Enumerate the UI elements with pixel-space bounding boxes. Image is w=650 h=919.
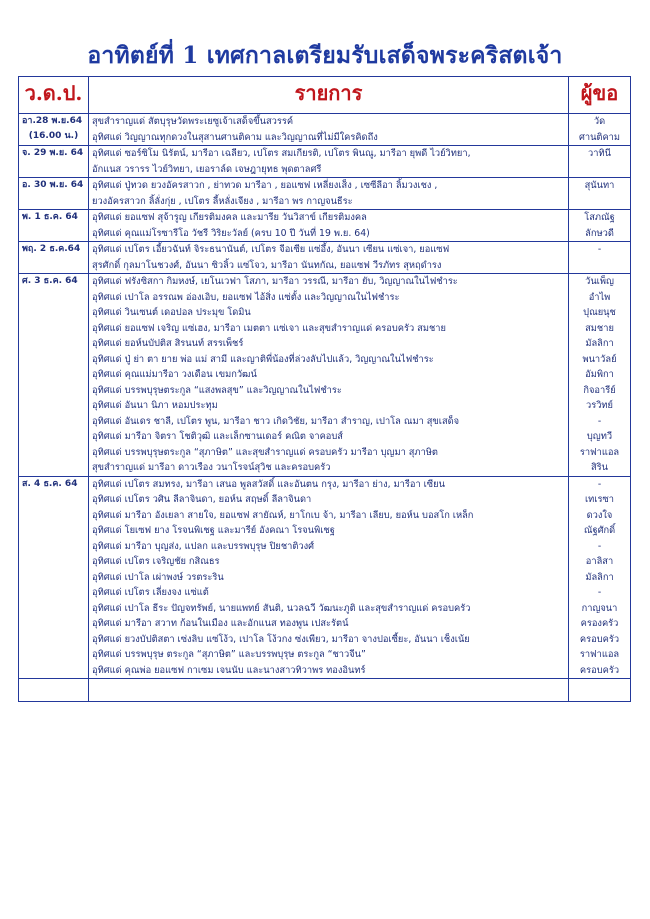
- intention-line: อุทิศแด่ ปู่ ย่า ตา ยาย พ่อ แม่ สามี และญาติพี่น้องที่ล่วงลับไปแล้ว, วิญญาณในไฟชำระ: [92, 353, 434, 365]
- intention-line: สุขสำราญแด่ สัตบุรุษวัดพระเยซูเจ้าเสด็จขึ้นสวรรค์: [92, 116, 294, 127]
- requester-name: ครองครัว: [580, 618, 619, 629]
- intention-line: ยวงอัครสาวก ลิ้ลั่งกุ่ย , เปโตร ลี้หลั่งเจียง , มารีอา พร กาญจนธีระ: [92, 195, 353, 207]
- requester-name: วาทินี: [588, 148, 611, 159]
- date-text: (16.00 น.): [28, 131, 79, 141]
- requester-cell: [569, 476, 631, 679]
- requester-name: อาลิสา: [585, 556, 614, 567]
- empty-row: [19, 679, 631, 702]
- requester-name: สิริน: [590, 462, 609, 473]
- intention-line: อุทิศแด่ ฟรังซิสกา กิมหงษ์, เยโนเวฟา โสภา, มารีอา วรรณี, มารีอา ยับ, วิญญาณในไฟชำระ: [92, 276, 458, 287]
- intention-line: อุทิศแด่ เปาโล ธีระ ปัญจทรัพย์, นายแพทย์ สันติ, นวลฉวี วัฒนะภูติ และสุขสำราญแด่ ครอบครัว: [92, 602, 471, 614]
- date-cell: [19, 476, 89, 679]
- intention-line: สุรศักดิ์ กุลมาโนชวงศ์, อันนา ซิวลิ้ว แซ่โจว, มารีอา นันทกัณ, ยอแซฟ วีรภัทร สุหฤดำรง: [92, 259, 442, 271]
- empty-cell: [19, 679, 89, 702]
- intention-line: อุทิศแด่ โยเซฟ ยาง โรจนพิเชฐ และมารีย์ อังคณา โรจนพิเชฐ: [92, 525, 335, 536]
- intention-line: อุทิศแด่ มารีอา อังเยลา สายใจ, ยอแซฟ สายัณห์, ยาโกเบ จ้า, มารีอา เลียบ, ยอห์น บอสโก เหล็ก: [92, 509, 474, 521]
- requester-name: กาญจนา: [581, 602, 618, 614]
- requester-name: มัลลิกา: [585, 338, 614, 349]
- date-text: ศ. 3 ธ.ค. 64: [22, 276, 78, 286]
- intention-line: อักแนส วรารร ไวย์วิทยา, เยอราล์ด เจษฎายุทธ พุดตาลศรี: [92, 163, 322, 175]
- intention-line: สุขสำราญแด่ มารีอา ดาวเรือง วนาโรจน์สุวิช และครอบครัว: [92, 462, 331, 473]
- items-cell: [89, 114, 569, 146]
- header-row: [19, 77, 631, 114]
- intention-line: อุทิศแด่ ยอห์นบัปติส สิรนนท์ สรรเพ็ชร์: [92, 338, 244, 349]
- date-text: อ. 30 พ.ย. 64: [22, 180, 84, 190]
- items-cell: [89, 476, 569, 679]
- items-cell: [89, 210, 569, 242]
- requester-name: ครอบครัว: [579, 664, 620, 676]
- table-row: [19, 242, 631, 274]
- intention-line: อุทิศแด่ บรรพบุรุษ ตระกูล “สุภาษิต” และบรรพบุรุษ ตระกูล “ชาวจีน”: [92, 649, 366, 660]
- requester-name: ณัฐศักดิ์: [583, 525, 616, 536]
- requester-column-header: ผู้ขอ: [569, 77, 631, 114]
- intention-line: อุทิศแด่ ยอแซฟ เจริญ แซ่เฮง, มารีอา เมตตา แซ่เจา และสุขสำราญแด่ ครอบครัว สมชาย: [92, 322, 446, 334]
- intention-line: อุทิศแด่ ยวงบัปติสตา เซ่งลิบ แซ่โง้ว, เปาโล โง้วกง ซ่งเพียว, มารีอา จางปอเซี้ยะ, อันนา เช็งเน้ย: [92, 633, 470, 645]
- intention-line: อุทิศแด่ ยอแซฟ สุจ้ารูญ เกียรติมงคล และมารีย วันวิสาข์ เกียรติมงคล: [92, 212, 367, 223]
- requester-cell: [569, 114, 631, 146]
- date-cell: [19, 242, 89, 274]
- empty-cell: [89, 679, 569, 702]
- date-text: ส. 4 ธ.ค. 64: [22, 478, 78, 489]
- table-row: [19, 476, 631, 679]
- items-column-header: รายการ: [89, 77, 569, 114]
- intention-line: อุทิศแด่ บรรพบุรุษตระกูล “สุภาษิต” และสุขสำราญแด่ ครอบครัว มารีอา บุญมา สุภาษิต: [92, 446, 438, 458]
- requester-name: ปุณยนุช: [583, 307, 616, 318]
- intention-line: อุทิศแด่ มารีอา บุญส่ง, แปลก และบรรพบุรุษ ปิยชาติวงศ์: [92, 540, 315, 552]
- intention-line: อุทิศแด่ คุณพ่อ ยอแซฟ กาเซม เจนนับ และนางสาวทิวาพร ทองอินทร์: [92, 664, 366, 676]
- requester-name: พนาวัลย์: [582, 353, 617, 365]
- intention-line: อุทิศแด่ ปู่ทวด ยวงอัครสาวก , ย่าทวด มารีอา , ยอแซฟ เหลี่ยงเส็ง , เซซีลีอา ลิ้มวงเชง ,: [92, 180, 438, 191]
- intention-line: อุทิศแด่ มารีอา สวาท ก้อนในเมือง และอักแนส ทองพูน เปสะรัตน์: [92, 618, 349, 629]
- requester-name: เทเรซา: [584, 494, 614, 505]
- date-cell: [19, 178, 89, 210]
- items-cell: [89, 242, 569, 274]
- items-cell: [89, 178, 569, 210]
- date-column-header: ว.ด.ป.: [19, 77, 89, 114]
- intention-line: อุทิศแด่ บรรพบุรุษตระกูล “แสงพลสุข” และวิญญาณในไฟชำระ: [92, 384, 342, 396]
- requester-name: สุนันทา: [584, 180, 615, 191]
- date-cell: [19, 274, 89, 477]
- requester-cell: [569, 242, 631, 274]
- table-row: [19, 210, 631, 242]
- intention-line: อุทิศแด่ เปาโล เผ่าพงษ์ วรตระริน: [92, 571, 224, 583]
- table-row: [19, 114, 631, 146]
- intention-line: อุทิศแด่ อันเดร ชาลี, เปโตร พูน, มารีอา ชาว เกิดวิชัย, มารีอา สำราญ, เปาโล ณมา สุขเสด็จ: [92, 415, 460, 427]
- intention-line: อุทิศแด่ วินเซนต์ เดอปอล ประมุข โดมิน: [92, 307, 251, 318]
- mass-intention-table: [18, 76, 631, 702]
- intention-line: อุทิศแด่ ซอร์ซิโม นิรัตน์, มารีอา เฉลียว, เปโตร สมเกียรติ, เปโตร พินณู, มารีอา ยุพดี ไวย์วิทยา,: [92, 148, 471, 159]
- table-row: [19, 178, 631, 210]
- requester-name: สมชาย: [585, 322, 614, 334]
- requester-cell: [569, 274, 631, 477]
- requester-name: -: [597, 587, 602, 598]
- intention-line: อุทิศแด่ คุณแม่โรซารีโอ วัชรี วิริยะวัลย์ (ครบ 10 ปี วันที่ 19 พ.ย. 64): [92, 227, 370, 239]
- requester-name: ดวงใจ: [586, 509, 613, 521]
- intention-line: อุทิศแด่ เปโตร วศิน ลีลาจินดา, ยอห์น สฤษดิ์ ลีลาจินดา: [92, 494, 312, 505]
- intention-line: อุทิศแด่ คุณแม่มารีอา วงเดือน เขมกวัฒน์: [92, 369, 257, 380]
- requester-name: โสภณัฐ: [584, 212, 615, 223]
- table-body: [19, 114, 631, 702]
- requester-name: บุญทวี: [586, 431, 613, 442]
- requester-name: -: [597, 478, 602, 490]
- requester-name: อัมพิกา: [585, 369, 614, 380]
- requester-cell: [569, 178, 631, 210]
- intention-line: อุทิศแด่ เปโตร เลี่ยงจง แซ่แต้: [92, 587, 209, 598]
- items-cell: [89, 274, 569, 477]
- intention-line: อุทิศแด่ เปโตร เจริญชัย กสิณธร: [92, 556, 220, 567]
- requester-name: วันเพ็ญ: [585, 276, 614, 287]
- requester-cell: [569, 210, 631, 242]
- requester-name: กิจอารีย์: [583, 384, 616, 396]
- intention-line: อุทิศแด่ มารีอา จิตรา โชติวุฒิ และเล็กซานเดอร์ คณิต จาคอบส์: [92, 431, 343, 442]
- date-cell: [19, 210, 89, 242]
- requester-name: -: [597, 540, 602, 552]
- requester-name: มัลลิกา: [585, 571, 614, 583]
- requester-name: -: [597, 244, 602, 255]
- intention-line: อุทิศแด่ วิญญาณทุกดวงในสุสานศานติคาม และวิญญาณที่ไม่มีใครคิดถึง: [92, 131, 378, 143]
- requester-name: -: [597, 415, 602, 427]
- date-text: อา.28 พ.ย.64: [22, 116, 83, 126]
- date-cell: [19, 114, 89, 146]
- date-text: พฤ. 2 ธ.ค.64: [22, 244, 81, 254]
- requester-name: อำไพ: [588, 291, 611, 303]
- requester-name: ครอบครัว: [579, 633, 620, 645]
- intention-line: อุทิศแด่ อันนา นิภา หอมประทุม: [92, 400, 218, 411]
- table-row: [19, 274, 631, 477]
- table-row: [19, 146, 631, 178]
- page-title: อาทิตย์ที่ 1 เทศกาลเตรียมรับเสด็จพระคริสตเจ้า: [87, 42, 563, 69]
- date-text: พ. 1 ธ.ค. 64: [22, 212, 78, 222]
- requester-name: ราฟาแอล: [579, 446, 620, 458]
- intention-line: อุทิศแด่ เปาโล อรรณพ อ่องเอิบ, ยอแซฟ ไอ้สิ่ง แซ่ตั้ง และวิญญาณในไฟชำระ: [92, 291, 400, 303]
- intention-line: อุทิศแด่ เปโตร สมทรง, มารีอา เสนอ พูลสวัสดิ์ และอันตน กรุง, มารีอา ย่าง, มารีอา เซียน: [92, 478, 445, 490]
- empty-cell: [569, 679, 631, 702]
- date-cell: [19, 146, 89, 178]
- requester-name: ราฟาแอล: [579, 649, 620, 660]
- requester-name: ศานติคาม: [578, 131, 621, 143]
- requester-cell: [569, 146, 631, 178]
- items-cell: [89, 146, 569, 178]
- requester-name: วรวิทย์: [585, 400, 613, 411]
- intention-line: อุทิศแด่ เปโตร เอี้ยวฉันท์ จิระธนานันต์, เปโตร จีอเซีย แซ่อึ้ง, อันนา เซียน แซ่เจา, ยอแซฟ: [92, 244, 450, 255]
- requester-name: ลักษวดี: [585, 227, 614, 239]
- requester-name: วัด: [593, 116, 606, 127]
- date-text: จ. 29 พ.ย. 64: [22, 148, 84, 158]
